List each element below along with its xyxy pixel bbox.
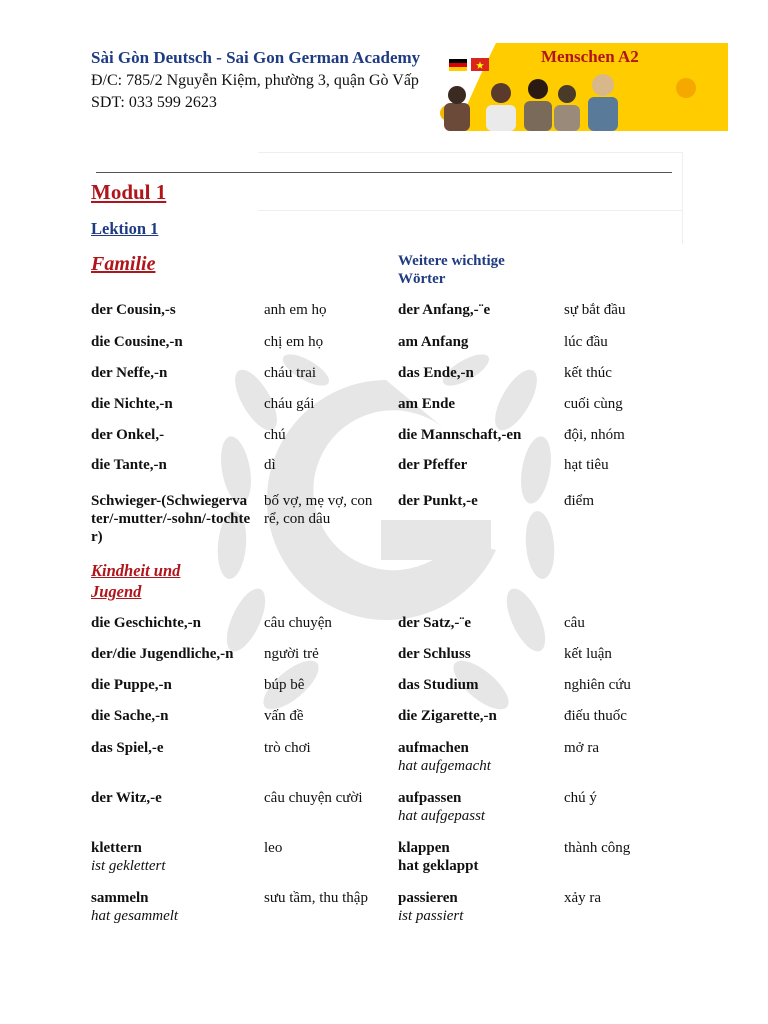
perfect-form: ist passiert — [398, 908, 464, 924]
german-word: die Cousine,-n — [91, 334, 183, 350]
perfect-form: ist geklettert — [91, 858, 166, 874]
header-divider — [96, 172, 672, 173]
verb-entry — [91, 889, 256, 925]
lektion-heading: Lektion 1 — [91, 219, 159, 238]
german-word: der Satz,-¨e — [398, 615, 472, 631]
german-word: die Geschichte,-n — [91, 615, 201, 631]
vietnamese-meaning: kết thúc — [564, 365, 612, 381]
german-word: der Anfang,-¨e — [398, 302, 491, 318]
german-word: der Onkel,- — [91, 427, 165, 443]
vietnamese-meaning: leo — [264, 840, 283, 856]
table-ghost-border — [258, 210, 682, 211]
vietnamese-meaning: điểm — [564, 493, 594, 509]
section-weitere: Weitere wichtige Wörter — [398, 253, 505, 287]
vietnamese-meaning: cuối cùng — [564, 396, 623, 412]
vietnamese-meaning: đội, nhóm — [564, 427, 625, 443]
vietnam-flag-icon — [471, 58, 489, 70]
vietnamese-meaning: chú — [264, 427, 286, 443]
perfect-form: hat geklappt — [398, 858, 479, 874]
german-word: die Nichte,-n — [91, 396, 173, 412]
german-word: der/die Jugendliche,-n — [91, 646, 234, 662]
vietnamese-meaning: sự bắt đầu — [564, 302, 626, 318]
vietnamese-meaning: câu chuyện — [264, 615, 332, 631]
academy-address: Đ/C: 785/2 Nguyễn Kiệm, phường 3, quận Gò Vấp — [91, 72, 419, 89]
vietnamese-meaning: trò chơi — [264, 740, 311, 756]
verb-entry — [398, 789, 558, 825]
german-verb: klappen — [398, 840, 450, 856]
german-word: der Punkt,-e — [398, 493, 478, 509]
german-word: die Tante,-n — [91, 457, 167, 473]
german-word: am Anfang — [398, 334, 469, 350]
german-verb: sammeln — [91, 890, 149, 906]
verb-entry — [91, 839, 256, 875]
vietnamese-meaning: thành công — [564, 840, 631, 856]
vietnamese-meaning: người trẻ — [264, 646, 319, 662]
vietnamese-meaning: chú ý — [564, 790, 597, 806]
german-word: die Sache,-n — [91, 708, 169, 724]
perfect-form: hat aufgemacht — [398, 758, 491, 774]
vietnamese-meaning: điếu thuốc — [564, 708, 627, 724]
germany-flag-icon — [449, 58, 467, 70]
table-ghost-border — [682, 152, 683, 244]
vietnamese-meaning: cháu trai — [264, 365, 317, 381]
verb-entry — [398, 839, 558, 875]
academy-name: Sài Gòn Deutsch - Sai Gon German Academy — [91, 48, 421, 67]
german-word: am Ende — [398, 396, 456, 412]
german-word: Schwieger-(Schwiegervater/-mutter/-sohn/-tochter) — [91, 493, 251, 545]
vietnamese-meaning: búp bê — [264, 677, 305, 693]
vietnamese-meaning: anh em họ — [264, 302, 327, 318]
vietnamese-meaning: câu — [564, 615, 585, 631]
german-word: das Ende,-n — [398, 365, 474, 381]
vietnamese-meaning: vấn đề — [264, 708, 304, 724]
german-word: der Pfeffer — [398, 457, 468, 473]
vietnamese-meaning: nghiên cứu — [564, 677, 631, 693]
german-word: der Neffe,-n — [91, 365, 168, 381]
vietnamese-meaning: dì — [264, 457, 276, 473]
verb-entry — [398, 739, 558, 775]
perfect-form: hat aufgepasst — [398, 808, 486, 824]
german-verb: aufpassen — [398, 790, 462, 806]
section-kindheit: Kindheit und Jugend — [91, 561, 181, 601]
vietnamese-meaning: mở ra — [564, 740, 600, 756]
german-word: die Mannschaft,-en — [398, 427, 522, 443]
modul-heading: Modul 1 — [91, 180, 167, 204]
german-verb: klettern — [91, 840, 142, 856]
vietnamese-meaning: cháu gái — [264, 396, 315, 412]
german-word: der Witz,-e — [91, 790, 162, 806]
vietnamese-meaning: hạt tiêu — [564, 457, 609, 473]
german-word: der Schluss — [398, 646, 471, 662]
german-word: das Studium — [398, 677, 479, 693]
vietnamese-meaning: kết luận — [564, 646, 612, 662]
perfect-form: hat gesammelt — [91, 908, 179, 924]
vietnamese-meaning: sưu tầm, thu thập — [264, 890, 368, 906]
german-verb: passieren — [398, 890, 458, 906]
vietnamese-meaning: lúc đầu — [564, 334, 608, 350]
german-word: die Puppe,-n — [91, 677, 172, 693]
academy-phone: SDT: 033 599 2623 — [91, 94, 217, 111]
vietnamese-meaning: bố vợ, mẹ vợ, con rể, con dâu — [264, 493, 373, 527]
vietnamese-meaning: xảy ra — [564, 890, 602, 906]
book-title: Menschen A2 — [541, 47, 639, 66]
vietnamese-meaning: chị em họ — [264, 334, 324, 350]
german-word: das Spiel,-e — [91, 740, 164, 756]
german-word: die Zigarette,-n — [398, 708, 497, 724]
section-familie: Familie — [91, 253, 156, 275]
german-word: der Cousin,-s — [91, 302, 176, 318]
vietnamese-meaning: câu chuyện cười — [264, 790, 363, 806]
table-ghost-border — [258, 152, 682, 153]
verb-entry — [398, 889, 558, 925]
german-verb: aufmachen — [398, 740, 469, 756]
